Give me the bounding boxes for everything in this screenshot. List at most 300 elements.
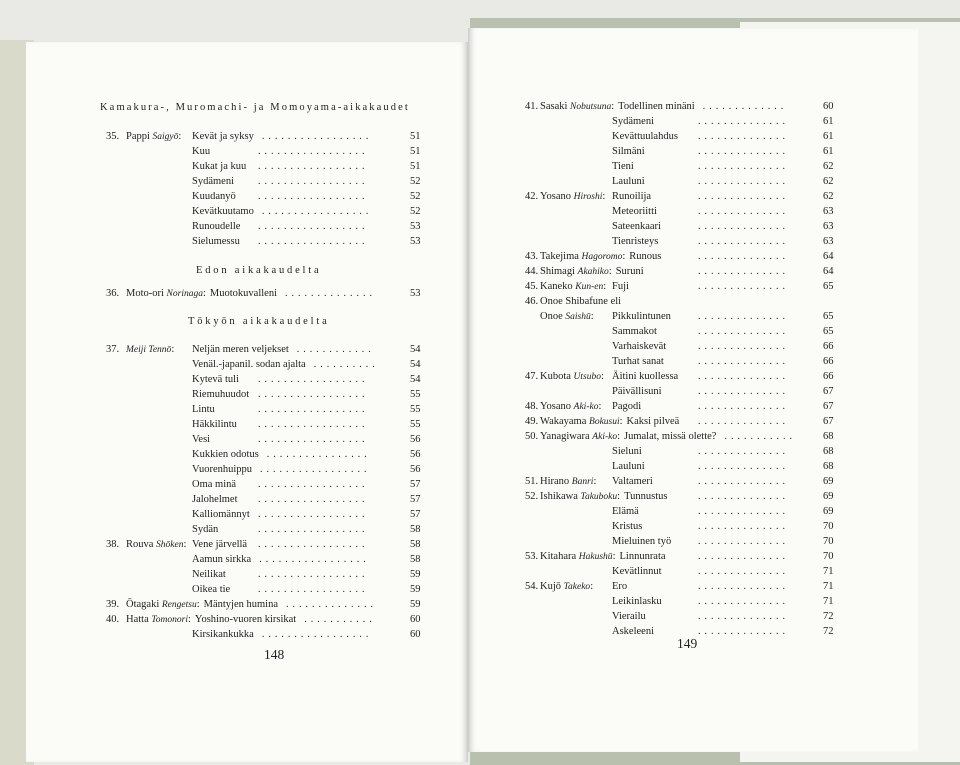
- page-reference: 56: [410, 434, 421, 445]
- poet-separator: :: [619, 416, 623, 427]
- dot-leader: ...........: [724, 431, 796, 442]
- toc-entry: [26, 613, 466, 627]
- poet-prefix: Wakayama: [540, 416, 590, 427]
- toc-entry: [468, 295, 908, 309]
- poet-name: [540, 475, 596, 489]
- toc-entry: [468, 205, 908, 219]
- poem-title: Muotokuvalleni: [209, 288, 277, 299]
- page-reference: 54: [410, 359, 421, 370]
- poet-name: [126, 598, 200, 612]
- toc-entry: [26, 145, 466, 159]
- page-reference: 61: [823, 131, 834, 142]
- toc-entry: [26, 235, 466, 249]
- entry-number: 49.: [525, 416, 539, 427]
- poet-prefix: Rouva: [126, 539, 157, 550]
- entry-number: 50.: [525, 431, 539, 442]
- page-reference: 52: [410, 176, 421, 187]
- dot-leader: ..............: [698, 401, 789, 412]
- page-reference: 66: [823, 371, 834, 382]
- dot-leader: .................: [258, 479, 369, 490]
- page-reference: 68: [823, 446, 834, 457]
- dot-leader: ..............: [698, 551, 789, 562]
- page-reference: 64: [823, 251, 834, 262]
- dot-leader: ..............: [698, 416, 789, 427]
- poet-name: [126, 287, 206, 301]
- page-reference: 71: [823, 566, 834, 577]
- poem-title: Pikkulintunen: [612, 311, 671, 322]
- page-reference: 72: [823, 611, 834, 622]
- entry-number: 54.: [525, 581, 539, 592]
- toc-entry: [26, 160, 466, 174]
- poet-surname: Kun-en: [575, 282, 604, 292]
- toc-entry: [468, 385, 908, 399]
- poet-surname: Saigyō: [152, 132, 179, 142]
- poem-title: Fuji: [612, 281, 629, 292]
- poem-title: Linnunrata: [619, 551, 666, 562]
- toc-entry: [468, 475, 908, 489]
- dot-leader: .................: [258, 434, 369, 445]
- page-reference: 67: [823, 401, 834, 412]
- entry-number: 46.: [525, 296, 539, 307]
- toc-entry: [468, 580, 908, 594]
- page-reference: 62: [823, 176, 834, 187]
- dot-leader: ..............: [698, 311, 789, 322]
- poet-separator: :: [590, 581, 594, 592]
- poet-surname: Shōken: [156, 540, 184, 550]
- entry-number: 37.: [106, 344, 120, 355]
- page-reference: 70: [823, 521, 834, 532]
- toc-entry: [468, 160, 908, 174]
- dot-leader: .................: [259, 554, 370, 565]
- toc-entry: [26, 448, 466, 462]
- poem-title: Kevättuulahdus: [612, 131, 678, 142]
- poet-name: [540, 100, 614, 114]
- toc-entry: [468, 565, 908, 579]
- entry-number: 53.: [525, 551, 539, 562]
- poet-prefix: Hatta: [126, 614, 152, 625]
- dot-leader: .................: [261, 629, 373, 640]
- page-reference: 52: [410, 191, 421, 202]
- dot-leader: ..............: [698, 626, 789, 637]
- entry-number: 48.: [525, 401, 539, 412]
- poem-title: Tieni: [612, 161, 634, 172]
- entry-number: 38.: [106, 539, 120, 550]
- page-reference: 60: [410, 629, 421, 640]
- poet-name: [126, 343, 174, 357]
- dot-leader: .................: [258, 374, 369, 385]
- poet-separator: :: [611, 101, 615, 112]
- poet-separator: :: [187, 614, 191, 625]
- poet-name: [540, 295, 621, 309]
- toc-entry: [26, 508, 466, 522]
- toc-entry: [468, 220, 908, 234]
- poem-title: Sydämeni: [612, 116, 654, 127]
- entry-number: 41.: [525, 101, 539, 112]
- dot-leader: ..............: [698, 251, 789, 262]
- toc-entry: [468, 310, 908, 324]
- poem-title: Sydän: [192, 524, 219, 535]
- poem-title: Kirsikankukka: [192, 629, 254, 640]
- toc-entry: [26, 523, 466, 537]
- poet-surname: Rengetsu: [161, 600, 197, 610]
- poem-title: Vene järvellä: [192, 539, 248, 550]
- poet-separator: :: [601, 371, 604, 382]
- dot-leader: ..............: [698, 341, 789, 352]
- toc-entry: [26, 388, 466, 402]
- poem-title: Häkkilintu: [192, 419, 237, 430]
- poem-title: Vesi: [192, 434, 211, 445]
- page-reference: 59: [410, 599, 421, 610]
- toc-entry: [468, 520, 908, 534]
- poem-title: Neilikat: [192, 569, 226, 580]
- dot-leader: ..........: [313, 359, 379, 370]
- toc-entry: [26, 433, 466, 447]
- poet-name: [540, 370, 604, 384]
- page-reference: 54: [410, 374, 421, 385]
- poem-title: Askeleeni: [612, 626, 654, 637]
- poet-name: [540, 415, 623, 429]
- dot-leader: ..............: [698, 191, 789, 202]
- dot-leader: .................: [258, 389, 369, 400]
- dot-leader: .................: [258, 509, 369, 520]
- poet-separator: :: [603, 281, 607, 292]
- entry-number: 40.: [106, 614, 120, 625]
- page-reference: 57: [410, 509, 421, 520]
- poem-title: Lauluni: [612, 461, 645, 472]
- toc-entry: [468, 250, 908, 264]
- dot-leader: ..............: [698, 581, 789, 592]
- toc-entry: [468, 460, 908, 474]
- section-header-kamakura: Kamakura-, Muromachi- ja Momoyama-aikakaudet: [100, 102, 410, 113]
- toc-entry: [26, 628, 466, 642]
- page-reference: 60: [823, 101, 834, 112]
- dot-leader: ..............: [698, 236, 789, 247]
- poet-surname: Banri: [571, 477, 594, 487]
- poet-prefix: Kaneko: [540, 281, 576, 292]
- right-page: [468, 28, 918, 752]
- poet-name: [540, 430, 620, 444]
- poet-separator: :: [202, 288, 206, 299]
- dot-leader: ..............: [698, 521, 789, 532]
- poem-title: Varhaiskevät: [612, 341, 667, 352]
- dot-leader: .................: [258, 161, 369, 172]
- poet-surname: Utsubo: [573, 372, 601, 382]
- page-reference: 63: [823, 236, 834, 247]
- poet-surname: Akahiko: [577, 267, 609, 277]
- poem-title: Kukat ja kuu: [192, 161, 247, 172]
- dot-leader: .................: [258, 584, 369, 595]
- dot-leader: .................: [258, 524, 369, 535]
- page-reference: 55: [410, 419, 421, 430]
- poet-prefix: Shimagi: [540, 266, 578, 277]
- dot-leader: ..............: [698, 161, 789, 172]
- toc-entry: [26, 175, 466, 189]
- toc-entry: [26, 343, 466, 357]
- page-reference: 69: [823, 476, 834, 487]
- poet-surname: Bokusui: [589, 417, 620, 427]
- entry-number: 52.: [525, 491, 539, 502]
- poem-title: Runoilija: [612, 191, 652, 202]
- poet-surname: Takeko: [563, 582, 591, 592]
- toc-entry: [468, 130, 908, 144]
- poet-name: [540, 310, 594, 324]
- page-reference: 70: [823, 536, 834, 547]
- poem-title: Riemuhuudot: [192, 389, 250, 400]
- page-reference: 65: [823, 281, 834, 292]
- poet-prefix: Yanagiwara: [540, 431, 593, 442]
- dot-leader: ..............: [698, 116, 789, 127]
- dot-leader: ..............: [698, 221, 789, 232]
- dot-leader: ..............: [698, 356, 789, 367]
- page-reference: 52: [410, 206, 421, 217]
- dot-leader: .................: [258, 539, 369, 550]
- page-reference: 57: [410, 479, 421, 490]
- poet-prefix: Moto-ori: [126, 288, 167, 299]
- poem-title: Sateenkaari: [612, 221, 661, 232]
- page-reference: 71: [823, 581, 834, 592]
- poem-title: Kristus: [612, 521, 643, 532]
- poet-prefix: Kujō: [540, 581, 564, 592]
- poet-prefix: Onoe Shibafune eli: [540, 296, 622, 307]
- poet-surname: Meiji Tennō: [126, 345, 172, 355]
- poet-name: [126, 538, 186, 552]
- poet-separator: :: [598, 401, 602, 412]
- page-reference: 67: [823, 416, 834, 427]
- poet-separator: :: [171, 344, 175, 355]
- poet-surname: Saishū: [565, 312, 591, 322]
- poem-title: Tienristeys: [612, 236, 659, 247]
- poet-separator: :: [196, 599, 200, 610]
- poem-title: Vuorenhuippu: [192, 464, 253, 475]
- page-reference: 59: [410, 584, 421, 595]
- page-reference: 66: [823, 341, 834, 352]
- poem-title: Runous: [629, 251, 662, 262]
- page-number-right: 149: [677, 636, 698, 651]
- poem-title: Tunnustus: [624, 491, 668, 502]
- dot-leader: ................: [266, 449, 371, 460]
- page-reference: 70: [823, 551, 834, 562]
- page-reference: 56: [410, 464, 421, 475]
- section-header-tokyo: Tōkyōn aikakaudelta: [188, 316, 330, 327]
- toc-entry: [26, 538, 466, 552]
- page-reference: 65: [823, 326, 834, 337]
- poet-separator: :: [617, 431, 621, 442]
- poet-surname: Aki-ko: [573, 402, 599, 412]
- poem-title: Mieluinen työ: [612, 536, 672, 547]
- poet-name: [540, 250, 625, 264]
- poet-surname: Hiroshi: [573, 192, 603, 202]
- toc-entry: [26, 418, 466, 432]
- dot-leader: ..............: [698, 386, 789, 397]
- dot-leader: ..............: [698, 476, 789, 487]
- poet-separator: :: [622, 251, 626, 262]
- toc-entry: [468, 400, 908, 414]
- toc-entry: [468, 190, 908, 204]
- dot-leader: ..............: [698, 566, 789, 577]
- toc-entry: [26, 190, 466, 204]
- poet-name: [540, 400, 601, 414]
- toc-entry: [468, 430, 908, 444]
- dot-leader: ..............: [698, 371, 789, 382]
- dot-leader: .................: [258, 404, 369, 415]
- toc-entry: [26, 598, 466, 612]
- poem-title: Pagodi: [612, 401, 642, 412]
- toc-entry: [468, 145, 908, 159]
- dot-leader: ..............: [698, 536, 789, 547]
- page-reference: 53: [410, 236, 421, 247]
- page-reference: 51: [410, 146, 421, 157]
- poet-separator: :: [602, 191, 606, 202]
- poem-title: Neljän meren veljekset: [192, 344, 289, 355]
- poem-title: Yoshino-vuoren kirsikat: [194, 614, 297, 625]
- dot-leader: ..............: [698, 596, 789, 607]
- dot-leader: ..............: [698, 206, 789, 217]
- dot-leader: ..............: [284, 288, 376, 299]
- poet-prefix: Kubota: [540, 371, 574, 382]
- page-reference: 60: [410, 614, 421, 625]
- poem-title: Aamun sirkka: [192, 554, 252, 565]
- poet-surname: Nobutsuna: [570, 102, 612, 112]
- page-reference: 55: [410, 404, 421, 415]
- dot-leader: .................: [258, 419, 369, 430]
- entry-number: 45.: [525, 281, 539, 292]
- page-reference: 69: [823, 491, 834, 502]
- toc-entry: [468, 550, 908, 564]
- left-page: [26, 42, 468, 762]
- toc-entry: [26, 553, 466, 567]
- poet-name: [540, 580, 593, 594]
- page-reference: 71: [823, 596, 834, 607]
- toc-entry: [26, 220, 466, 234]
- poem-title: Kytevä tuli: [192, 374, 239, 385]
- poet-separator: :: [178, 131, 182, 142]
- toc-entry: [468, 505, 908, 519]
- poem-title: Kuudanyö: [192, 191, 236, 202]
- dot-leader: .................: [258, 176, 369, 187]
- page-reference: 63: [823, 221, 834, 232]
- page-reference: 51: [410, 161, 421, 172]
- poet-prefix: Pappi: [126, 131, 153, 142]
- poem-title: Kalliomännyt: [192, 509, 250, 520]
- poem-title: Turhat sanat: [612, 356, 664, 367]
- page-reference: 61: [823, 146, 834, 157]
- poet-prefix: Sasaki: [540, 101, 571, 112]
- poem-title: Jalohelmet: [192, 494, 238, 505]
- poet-name: [540, 265, 612, 279]
- dot-leader: .................: [258, 236, 369, 247]
- dot-leader: ..............: [698, 176, 789, 187]
- poem-title: Elämä: [612, 506, 639, 517]
- toc-entry: [26, 287, 466, 301]
- page-reference: 58: [410, 539, 421, 550]
- poem-title: Lauluni: [612, 176, 645, 187]
- dot-leader: .................: [258, 494, 369, 505]
- toc-entry: [26, 403, 466, 417]
- poet-name: [540, 190, 605, 204]
- dot-leader: ..............: [698, 146, 789, 157]
- poet-name: [540, 280, 606, 294]
- page-reference: 62: [823, 161, 834, 172]
- page-reference: 51: [410, 131, 421, 142]
- entry-number: 47.: [525, 371, 539, 382]
- poem-title: Äitini kuollessa: [612, 371, 679, 382]
- poem-title: Ero: [612, 581, 628, 592]
- toc-entry: [468, 115, 908, 129]
- entry-number: 51.: [525, 476, 539, 487]
- poet-separator: :: [617, 491, 621, 502]
- poem-title: Oma minä: [192, 479, 237, 490]
- toc-entry: [26, 583, 466, 597]
- poem-title: Meteoriitti: [612, 206, 657, 217]
- toc-entry: [26, 358, 466, 372]
- toc-entry: [468, 415, 908, 429]
- page-number-left: 148: [264, 647, 285, 662]
- entry-number: 42.: [525, 191, 539, 202]
- toc-entry: [26, 130, 466, 144]
- poem-title: Runoudelle: [192, 221, 241, 232]
- poem-title: Kaksi pilveä: [626, 416, 680, 427]
- page-reference: 54: [410, 344, 421, 355]
- dot-leader: ..............: [698, 506, 789, 517]
- toc-entry: [468, 280, 908, 294]
- page-reference: 66: [823, 356, 834, 367]
- poet-prefix: Yosano: [540, 401, 574, 412]
- page-reference: 67: [823, 386, 834, 397]
- poem-title: Lintu: [192, 404, 215, 415]
- toc-entry: [26, 568, 466, 582]
- toc-entry: [468, 610, 908, 624]
- poem-title: Suruni: [615, 266, 644, 277]
- toc-entry: [468, 265, 908, 279]
- toc-entry: [26, 205, 466, 219]
- poem-title: Päivällisuni: [612, 386, 662, 397]
- poet-separator: :: [612, 551, 616, 562]
- poem-title: Silmäni: [612, 146, 645, 157]
- poet-name: [126, 613, 191, 627]
- poet-prefix: Ishikawa: [540, 491, 581, 502]
- entry-number: 35.: [106, 131, 120, 142]
- poet-prefix: Yosano: [540, 191, 574, 202]
- toc-entry: [468, 535, 908, 549]
- poet-surname: Hakushū: [578, 552, 613, 562]
- poem-title: Sielumessu: [192, 236, 240, 247]
- page-reference: 64: [823, 266, 834, 277]
- dot-leader: .................: [258, 146, 369, 157]
- toc-entry: [468, 370, 908, 384]
- poem-title: Kuu: [192, 146, 211, 157]
- dot-leader: ..............: [698, 131, 789, 142]
- page-reference: 58: [410, 554, 421, 565]
- toc-entry: [26, 478, 466, 492]
- dot-leader: ..............: [698, 326, 789, 337]
- poem-title: Kevätkuutamo: [192, 206, 254, 217]
- dot-leader: .............: [702, 101, 788, 112]
- poem-title: Todellinen minäni: [618, 101, 695, 112]
- poem-title: Kukkien odotus: [192, 449, 259, 460]
- toc-entry: [468, 595, 908, 609]
- entry-number: 43.: [525, 251, 539, 262]
- entry-number: 44.: [525, 266, 539, 277]
- dot-leader: ............: [296, 344, 375, 355]
- page-reference: 68: [823, 431, 834, 442]
- poet-surname: Hagoromo: [581, 252, 623, 262]
- poem-title: Mäntyjen humina: [203, 599, 278, 610]
- page-reference: 65: [823, 311, 834, 322]
- poet-prefix: Ōtagaki: [126, 599, 162, 610]
- toc-entry: [468, 355, 908, 369]
- poem-title: Kevätlinnut: [612, 566, 662, 577]
- poet-prefix: Takejima: [540, 251, 582, 262]
